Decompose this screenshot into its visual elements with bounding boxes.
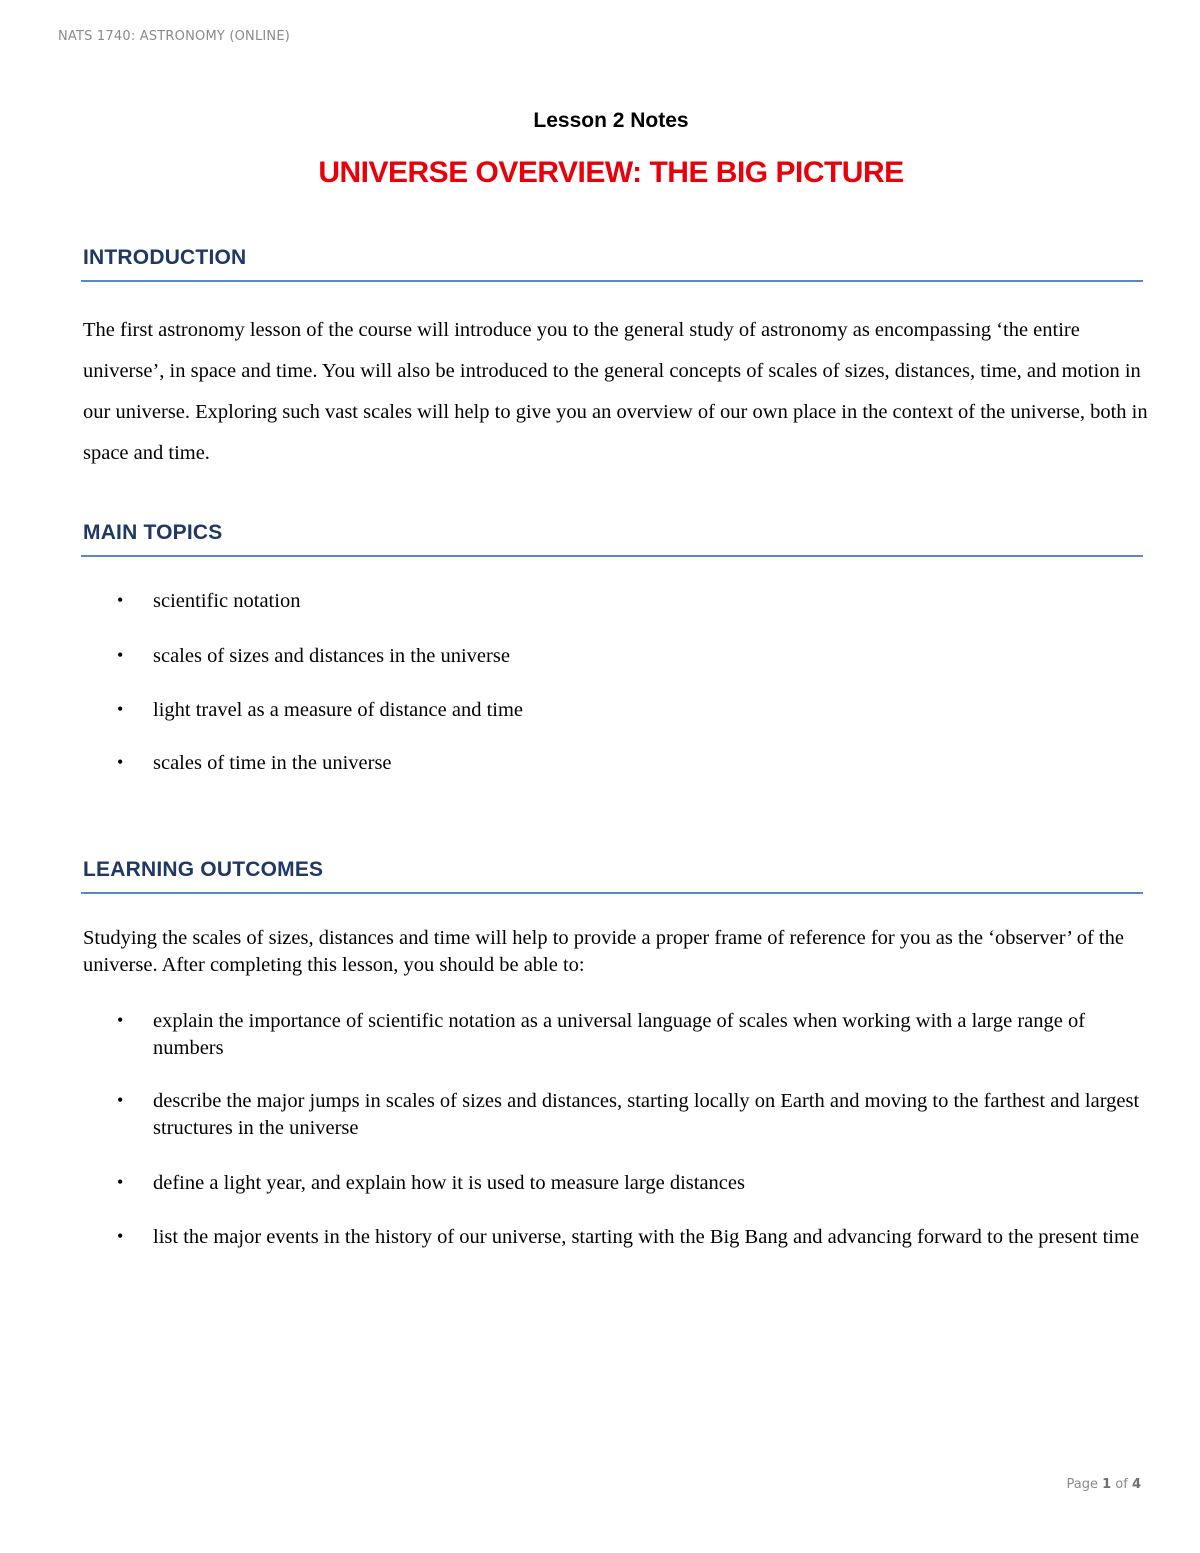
bullet-icon: • <box>117 699 124 719</box>
learning-outcomes-intro: Studying the scales of sizes, distances and time will help to provide a proper frame of reference for you as the ‘observer’ of the universe. After completing this lesson, you should be able to: <box>83 927 1124 976</box>
document-title: UNIVERSE OVERVIEW: THE BIG PICTURE <box>318 156 904 189</box>
total-page-count: 4 <box>1131 1477 1141 1492</box>
bullet-icon: • <box>117 1090 124 1110</box>
bullet-icon: • <box>117 590 124 610</box>
list-item-text: scientific notation <box>153 590 301 612</box>
main-topics-heading: MAIN TOPICS <box>83 521 223 544</box>
current-page-number: 1 <box>1102 1477 1112 1492</box>
bullet-icon: • <box>117 1226 124 1246</box>
list-item-text: scales of sizes and distances in the universe <box>153 645 510 667</box>
list-item-text: define a light year, and explain how it is used to measure large distances <box>153 1172 745 1194</box>
page-word: Page <box>1066 1477 1098 1492</box>
lesson-label: Lesson 2 Notes <box>533 109 689 132</box>
list-item-text: light travel as a measure of distance and time <box>153 699 524 721</box>
list-item-text: describe the major jumps in scales of sizes and distances, starting locally on Earth and moving to the farthest and largest structures in the universe <box>153 1090 1140 1139</box>
page-number-footer <box>1066 1477 1141 1492</box>
learning-outcomes-heading: LEARNING OUTCOMES <box>83 858 324 881</box>
list-item-text: list the major events in the history of our universe, starting with the Big Bang and advancing forward to the present time <box>153 1226 1140 1248</box>
bullet-icon: • <box>117 1172 124 1192</box>
list-item-text: explain the importance of scientific notation as a universal language of scales when working with a large range of numbers <box>153 1010 1086 1059</box>
list-item-text: scales of time in the universe <box>153 752 392 774</box>
introduction-heading: INTRODUCTION <box>83 246 247 269</box>
introduction-paragraph: The first astronomy lesson of the course will introduce you to the general study of astronomy as encompassing ‘the entire universe’, in space and time. You will also be introduced to the general concepts of scales of sizes, distances, time, and motion in our universe. Exploring such vast scales will help to give you an overview of our own place in the context of the universe, both in space and time. <box>83 319 1148 464</box>
learning-outcomes-divider <box>81 892 1143 894</box>
bullet-icon: • <box>117 645 124 665</box>
bullet-icon: • <box>117 752 124 772</box>
running-header: NATS 1740: ASTRONOMY (ONLINE) <box>58 29 291 44</box>
introduction-divider <box>81 280 1143 282</box>
of-word: of <box>1115 1477 1128 1492</box>
bullet-icon: • <box>117 1010 124 1030</box>
main-topics-divider <box>81 555 1143 557</box>
